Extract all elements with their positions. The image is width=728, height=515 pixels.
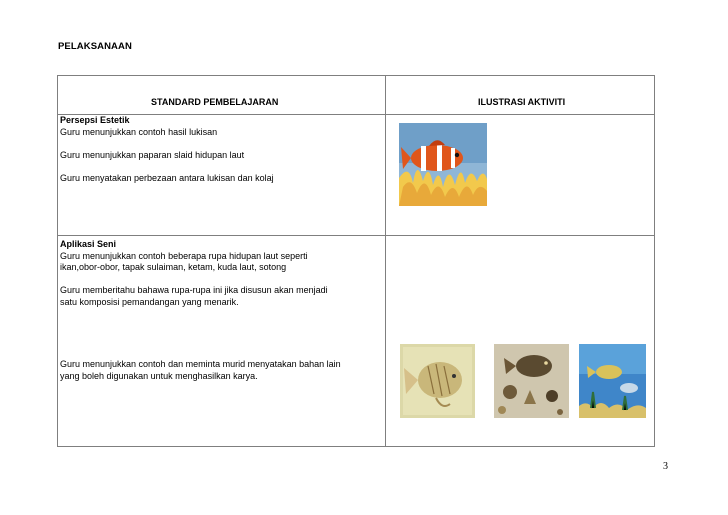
activity-line: Guru menunjukkan paparan slaid hidupan laut: [60, 149, 245, 160]
col-header-illustration: ILUSTRASI AKTIVITI: [478, 97, 566, 107]
section-persepsi-estetik: [60, 115, 382, 184]
clownfish-painting-image: [399, 123, 487, 206]
page-heading: PELAKSANAAN: [58, 41, 132, 52]
section-aplikasi-seni-cont: [60, 359, 382, 382]
fish-collage-pale-image: [400, 344, 475, 418]
activity-line: ikan,obor-obor, tapak sulaiman, ketam, kuda laut, sotong: [60, 262, 287, 272]
activity-line: satu komposisi pemandangan yang menarik.: [60, 296, 239, 307]
activity-line: Guru menunjukkan contoh dan meminta murid menyatakan bahan lain: [60, 359, 341, 369]
activity-line: yang boleh digunakan untuk menghasilkan karya.: [60, 370, 258, 381]
underwater-collage-blue-image: [579, 344, 646, 418]
section-title: Persepsi Estetik: [60, 115, 130, 125]
activity-line: Guru menunjukkan contoh beberapa rupa hidupan laut seperti: [60, 250, 308, 261]
section-title: Aplikasi Seni: [60, 239, 117, 249]
fish-collage-dark-image: [494, 344, 569, 418]
lesson-table: [57, 75, 655, 447]
activity-line: Guru menyatakan perbezaan antara lukisan dan kolaj: [60, 172, 274, 183]
activity-line: Guru memberitahu bahawa rupa-rupa ini jika disusun akan menjadi: [60, 285, 328, 295]
page-number: 3: [663, 461, 668, 472]
section-row-divider: [58, 235, 654, 236]
section-aplikasi-seni: [60, 239, 382, 308]
col-header-standard: STANDARD PEMBELAJARAN: [151, 97, 279, 107]
column-divider: [385, 76, 386, 446]
activity-line: Guru menunjukkan contoh hasil lukisan: [60, 126, 218, 137]
